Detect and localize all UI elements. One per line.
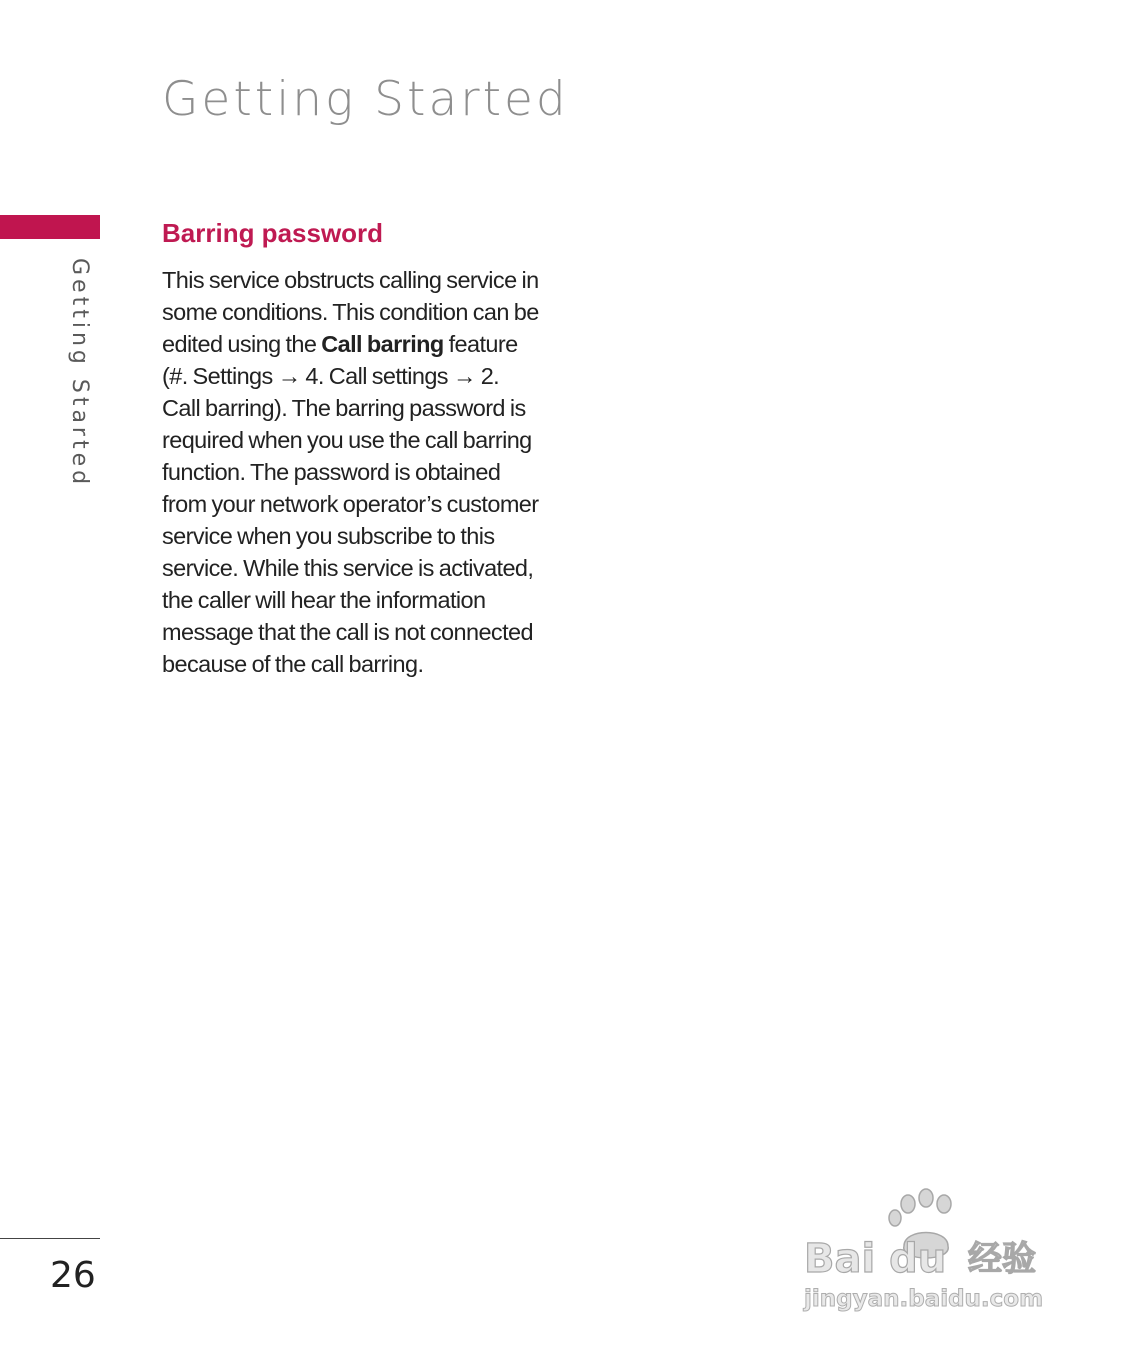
section-heading: Barring password xyxy=(162,218,384,248)
body-line: some conditions. This condition can be xyxy=(162,299,539,325)
side-tab-label: Getting Started xyxy=(67,258,92,489)
page-number: 26 xyxy=(50,1255,96,1296)
body-text-fragment: edited using the xyxy=(162,331,322,357)
body-line xyxy=(162,328,592,360)
side-tab-bar xyxy=(0,215,100,239)
call-barring-term: Call barring xyxy=(321,331,444,357)
section-barring-password xyxy=(162,214,592,680)
watermark-brand-cn: 经验 xyxy=(968,1239,1036,1279)
body-line: function. The password is obtained xyxy=(162,459,501,485)
footer-divider xyxy=(0,1238,100,1239)
body-line: the caller will hear the information xyxy=(162,587,486,613)
body-line: service. While this service is activated, xyxy=(162,555,534,581)
page-title: Getting Started xyxy=(162,72,569,127)
body-text-fragment: feature xyxy=(443,331,518,357)
watermark-url: jingyan.baidu.com xyxy=(804,1286,1044,1312)
watermark-brand: Bai du xyxy=(804,1236,947,1282)
body-line: This service obstructs calling service in xyxy=(162,267,539,293)
body-line: because of the call barring. xyxy=(162,651,424,677)
body-line: service when you subscribe to this xyxy=(162,523,495,549)
baidu-watermark xyxy=(800,1188,1070,1318)
body-line: from your network operator’s customer xyxy=(162,491,539,517)
body-line: message that the call is not connected xyxy=(162,619,533,645)
body-line: required when you use the call barring xyxy=(162,427,532,453)
body-line: Call barring). The barring password is xyxy=(162,395,526,421)
section-body xyxy=(162,264,592,680)
body-line: (#. Settings → 4. Call settings → 2. xyxy=(162,363,500,389)
